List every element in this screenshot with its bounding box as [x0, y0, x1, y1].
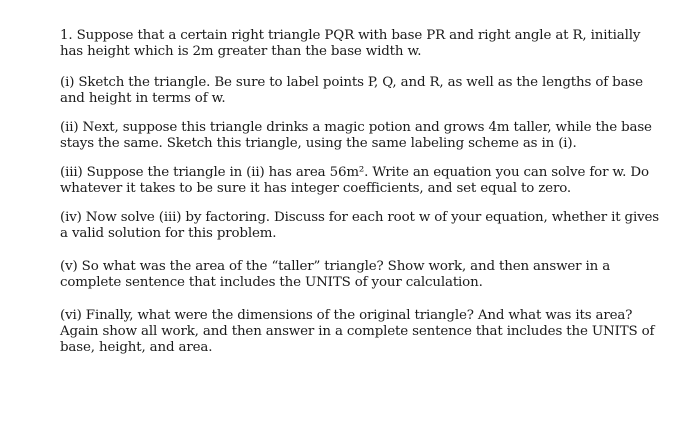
problem-part-iii: (iii) Suppose the triangle in (ii) has area 56m². Write an equation you can solve for w. Do whatever it takes to be sure it has integer coefficients, and set equal to zero.: [60, 165, 649, 196]
problem-intro: 1. Suppose that a certain right triangle PQR with base PR and right angle at R, initially has height which is 2m greater than the base width w.: [60, 28, 641, 59]
problem-part-iv: (iv) Now solve (iii) by factoring. Discuss for each root w of your equation, whether it gives a valid solution for this problem.: [60, 210, 660, 241]
problem-part-ii: (ii) Next, suppose this triangle drinks a magic potion and grows 4m taller, while the base stays the same. Sketch this triangle, using the same labeling scheme as in (i).: [60, 120, 652, 151]
problem-part-v: (v) So what was the area of the “taller” triangle? Show work, and then answer in a complete sentence that includes the UNITS of your calculation.: [60, 259, 611, 290]
document-page: [60, 28, 665, 374]
problem-part-i: (i) Sketch the triangle. Be sure to label points P, Q, and R, as well as the lengths of base and height in terms of w.: [60, 75, 643, 106]
problem-part-vi: (vi) Finally, what were the dimensions of the original triangle? And what was its area? Again show all work, and then answer in a complete sentence that includes the UNITS of base, height, and area.: [60, 308, 655, 355]
